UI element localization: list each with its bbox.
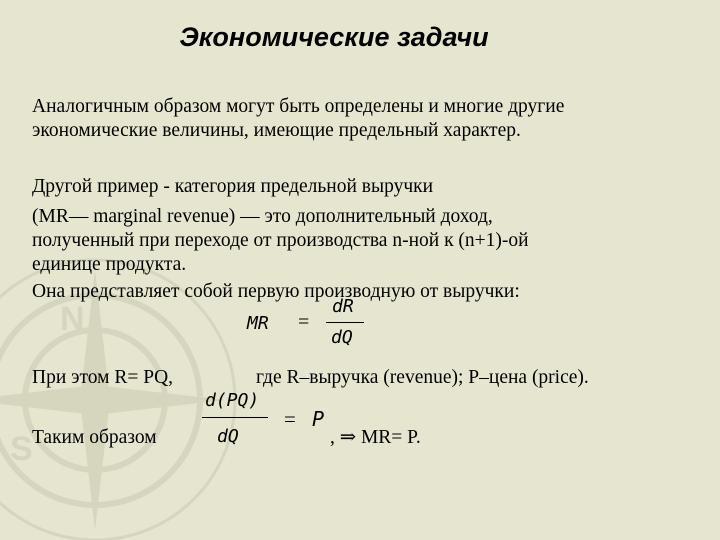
paragraph-1-line-1: Аналогичным образом могут быть определены и многие другие: [32, 96, 565, 117]
formula2-numerator: d(PQ): [205, 390, 260, 411]
paragraph-5-left: При этом R= PQ,: [32, 367, 174, 388]
paragraph-5-right: где R–выручка (revenue); P–цена (price).: [256, 367, 589, 388]
paragraph-3-line-1: (MR— marginal revenue) — это дополнительный доход,: [32, 206, 493, 227]
paragraph-3-line-2: полученный при переходе от производства n-ной к (n+1)-ой: [32, 230, 529, 251]
formula1-fraction-line: [326, 322, 364, 323]
paragraph-2-line-1: Другой пример - категория предельной выручки: [32, 176, 434, 197]
svg-text:N: N: [60, 300, 85, 338]
formula2-denominator: dQ: [217, 426, 239, 447]
paragraph-3-line-3: единице продукта.: [32, 254, 187, 275]
paragraph-6-left: Таким образом: [32, 427, 157, 448]
formula1-lhs: MR: [247, 313, 269, 334]
formula2-fraction-line: [202, 417, 268, 418]
formula2-equals: =: [284, 407, 296, 431]
formula1-denominator: dQ: [331, 327, 353, 348]
svg-text:S: S: [10, 430, 33, 468]
formula1-equals: =: [298, 311, 310, 333]
paragraph-1-line-2: экономические величины, имеющие предельный характер.: [32, 120, 521, 141]
paragraph-6-right: , ⇒ MR= P.: [330, 427, 421, 448]
formula1-numerator: dR: [332, 296, 354, 317]
formula2-rhs: P: [312, 407, 325, 431]
paragraph-4-line-1: Она представляет собой первую производную от выручки:: [32, 281, 520, 302]
page-title: Экономические задачи: [179, 22, 489, 52]
